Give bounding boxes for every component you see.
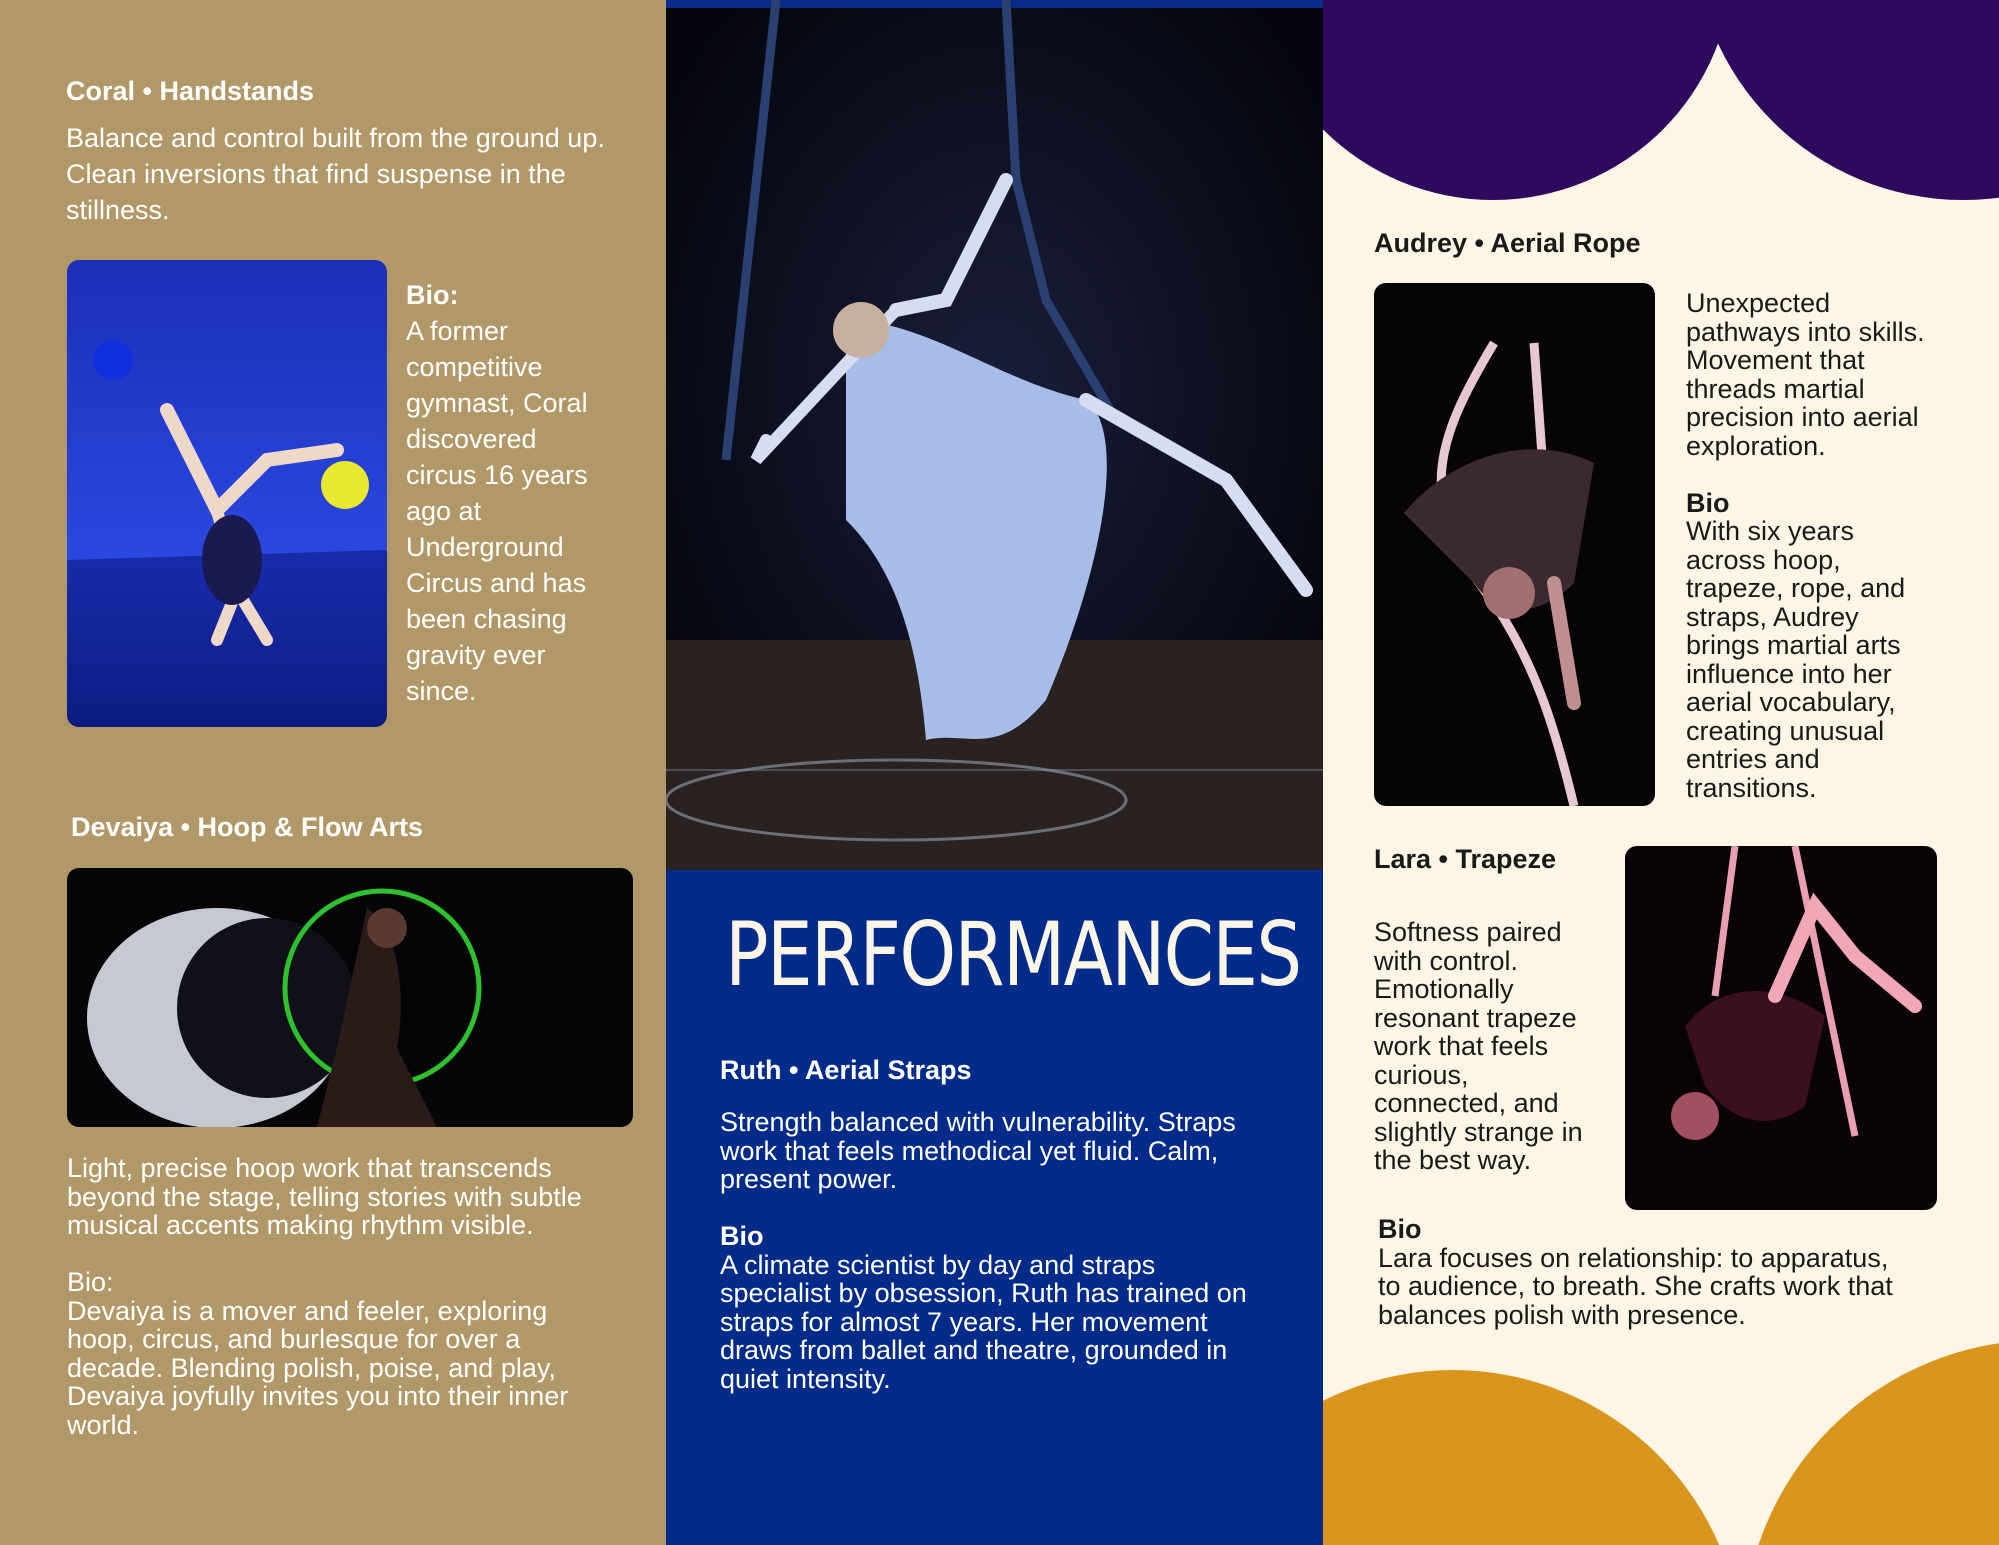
devaiya-bio-label: Bio: (67, 1267, 114, 1297)
page-title: PERFORMANCES (725, 903, 1301, 1006)
audrey-intro-line: Unexpected (1686, 288, 1831, 318)
coral-bio-line: gravity ever (406, 640, 546, 670)
ruth-text (720, 1108, 1310, 1393)
lara-bio-label: Bio (1378, 1214, 1422, 1244)
ruth-bio-line: quiet intensity. (720, 1363, 891, 1394)
audrey-bio-line: aerial vocabulary, (1686, 687, 1896, 717)
ruth-heading: Ruth • Aerial Straps (720, 1055, 972, 1085)
lara-intro-line: Emotionally (1374, 974, 1514, 1004)
coral-bio-line: Circus and has (406, 568, 587, 598)
gold-circle-left (1323, 1370, 1743, 1545)
ruth-intro-line: Strength balanced with vulnerability. Straps (720, 1107, 1236, 1137)
ruth-bio-line: specialist by obsession, Ruth has trained on (720, 1278, 1247, 1308)
audrey-bio-line: trapeze, rope, and (1686, 573, 1906, 603)
audrey-photo (1374, 283, 1655, 806)
coral-heading: Coral • Handstands (66, 76, 314, 106)
audrey-bio-line: creating unusual (1686, 715, 1885, 746)
lara-intro-line: Softness paired (1374, 917, 1562, 947)
ruth-bio-line: A climate scientist by day and straps (720, 1249, 1156, 1280)
devaiya-intro-line: Light, precise hoop work that transcends (67, 1153, 552, 1183)
audrey-intro-line: exploration. (1686, 430, 1826, 461)
lara-bio (1378, 1215, 1978, 1329)
ruth-bio-label: Bio (720, 1221, 764, 1251)
middle-panel (666, 0, 1323, 1545)
purple-circle-right (1693, 0, 1999, 200)
right-panel (1323, 0, 1999, 1545)
lara-intro-line: connected, and (1374, 1088, 1559, 1118)
audrey-bio-line: influence into her (1686, 658, 1892, 689)
lara-bio-line: Lara focuses on relationship: to apparatus, (1378, 1242, 1889, 1273)
ruth-bio-line: draws from ballet and theatre, grounded in (720, 1335, 1228, 1365)
coral-bio-label: Bio: (406, 280, 459, 310)
devaiya-bio-line: Devaiya is a mover and feeler, exploring (67, 1295, 548, 1326)
devaiya-heading: Devaiya • Hoop & Flow Arts (71, 812, 424, 842)
devaiya-text (67, 1154, 657, 1439)
audrey-intro-line: Movement that (1686, 345, 1865, 375)
coral-bio-line: circus 16 years (406, 460, 588, 490)
devaiya-intro-line: musical accents making rhythm visible. (67, 1210, 534, 1240)
lara-intro-line: resonant trapeze (1374, 1002, 1577, 1033)
audrey-bio-line: transitions. (1686, 772, 1817, 803)
audrey-intro-line: threads martial (1686, 373, 1865, 404)
ruth-bio-line: straps for almost 7 years. Her movement (720, 1306, 1208, 1337)
gold-circle-right (1743, 1340, 1999, 1545)
audrey-bio-line: With six years (1686, 516, 1855, 546)
audrey-bio-line: entries and (1686, 744, 1820, 774)
devaiya-intro-line: beyond the stage, telling stories with subtle (67, 1181, 582, 1212)
audrey-bio-line: across hoop, (1686, 544, 1841, 575)
audrey-bio-line: brings martial arts (1686, 630, 1901, 660)
coral-bio (406, 277, 656, 709)
ruth-intro-line: present power. (720, 1164, 898, 1194)
lara-heading: Lara • Trapeze (1374, 844, 1557, 874)
coral-bio-line: A former (406, 316, 509, 346)
devaiya-bio-line: hoop, circus, and burlesque for over a (67, 1324, 521, 1354)
coral-bio-line: discovered (406, 424, 537, 454)
lara-intro-line: work that feels (1374, 1031, 1549, 1061)
coral-bio-line: competitive (406, 352, 543, 382)
lara-intro-line: with control. (1374, 945, 1519, 976)
audrey-text (1686, 289, 1986, 802)
left-panel (0, 0, 666, 1545)
devaiya-bio-line: world. (67, 1409, 140, 1440)
devaiya-photo (67, 868, 633, 1127)
lara-bio-line: balances polish with presence. (1378, 1299, 1746, 1330)
devaiya-bio-line: Devaiya joyfully invites you into their inner (67, 1381, 569, 1411)
lara-photo (1625, 846, 1937, 1210)
audrey-heading: Audrey • Aerial Rope (1374, 228, 1641, 258)
audrey-bio-line: straps, Audrey (1686, 601, 1859, 632)
coral-bio-line: since. (406, 676, 477, 706)
ruth-hero-photo (666, 0, 1323, 870)
audrey-intro-line: precision into aerial (1686, 402, 1919, 432)
audrey-bio-label: Bio (1686, 487, 1730, 518)
coral-bio-line: ago at (406, 496, 482, 526)
audrey-intro-line: pathways into skills. (1686, 316, 1925, 347)
devaiya-bio-line: decade. Blending polish, poise, and play, (67, 1352, 556, 1383)
coral-photo (67, 260, 387, 727)
coral-bio-line: been chasing (406, 604, 567, 634)
ruth-intro-line: work that feels methodical yet fluid. Calm, (720, 1135, 1219, 1166)
lara-intro-line: curious, (1374, 1059, 1469, 1090)
coral-bio-line: Underground (406, 532, 564, 562)
lara-intro (1374, 918, 1634, 1175)
coral-bio-line: gymnast, Coral (406, 388, 588, 418)
lara-bio-line: to audience, to breath. She crafts work that (1378, 1271, 1893, 1301)
lara-intro-line: the best way. (1374, 1145, 1532, 1175)
coral-intro: Balance and control built from the ground up. Clean inversions that find suspense in the stillness. (66, 123, 605, 225)
purple-circle-left (1323, 0, 1733, 200)
lara-intro-line: slightly strange in (1374, 1116, 1583, 1147)
